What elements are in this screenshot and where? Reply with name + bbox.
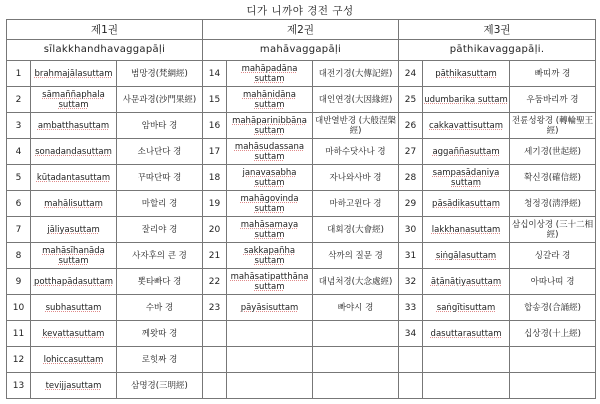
sutta-number [203,347,227,373]
sutta-korean-name: 대인연경(大因緣經) [313,87,399,113]
sutta-korean-name: 사자후의 큰 경 [117,243,203,269]
sutta-pali-name: pāthikasuttam [423,61,510,87]
sutta-pali-name: jāliyasuttam [31,217,117,243]
sutta-number: 16 [203,113,227,139]
sutta-pali-name: sampasādaniya suttam [423,165,510,191]
volume-2-header: 제2권 [203,20,399,40]
sutta-korean-name [510,373,596,399]
sutta-pali-name: lohiccasuttam [31,347,117,373]
sutta-korean-name: 대회경(大會經) [313,217,399,243]
table-row [7,165,596,191]
sutta-korean-name: 자나와사바 경 [313,165,399,191]
sutta-pali-name: mahāparinibbāna suttam [227,113,313,139]
sutta-korean-name: 대반열반경 (大般涅槃經) [313,113,399,139]
sutta-number [399,373,423,399]
sutta-pali-name: dasuttarasuttam [423,321,510,347]
sutta-korean-name: 빠야시 경 [313,295,399,321]
sutta-table [6,19,596,399]
sutta-pali-name: mahānidāna suttam [227,87,313,113]
table-row [7,269,596,295]
sutta-number: 10 [7,295,31,321]
volume-1-header: 제1권 [7,20,203,40]
vagga-name-row [7,40,596,61]
sutta-korean-name: 잘리야 경 [117,217,203,243]
sutta-korean-name: 세기경(世起經) [510,139,596,165]
sutta-korean-name [313,347,399,373]
sutta-number: 6 [7,191,31,217]
sutta-korean-name: 께왓따 경 [117,321,203,347]
sutta-number: 27 [399,139,423,165]
sutta-korean-name: 싱갈라 경 [510,243,596,269]
sutta-korean-name: 빠띠까 경 [510,61,596,87]
sutta-number: 23 [203,295,227,321]
table-body [7,20,596,399]
sutta-pali-name: mahāgovinda suttam [227,191,313,217]
sutta-pali-name: mahāsudassana suttam [227,139,313,165]
sutta-number: 13 [7,373,31,399]
sutta-korean-name: 삼십이상경 (三十二相經) [510,217,596,243]
sutta-korean-name: 마할리 경 [117,191,203,217]
sutta-korean-name: 우둠바리까 경 [510,87,596,113]
sutta-number: 32 [399,269,423,295]
sutta-korean-name [510,347,596,373]
sutta-number: 5 [7,165,31,191]
sutta-pali-name: aggaññasuttam [423,139,510,165]
sutta-number: 31 [399,243,423,269]
sutta-number: 8 [7,243,31,269]
sutta-number: 34 [399,321,423,347]
sutta-pali-name: kūṭadantasuttam [31,165,117,191]
sutta-pali-name: saṅgītisuttam [423,295,510,321]
sutta-pali-name: siṅgālasuttam [423,243,510,269]
sutta-pali-name: mahāpadāna suttam [227,61,313,87]
document-title: 디가 니까야 경전 구성 [246,5,354,17]
volume-header-row [7,20,596,40]
sutta-korean-name: 범망경(梵網經) [117,61,203,87]
table-row [7,61,596,87]
sutta-number: 21 [203,243,227,269]
sutta-pali-name: mahāsatipatthāna suttam [227,269,313,295]
sutta-korean-name: 아따나띠 경 [510,269,596,295]
sutta-number: 33 [399,295,423,321]
sutta-number: 18 [203,165,227,191]
sutta-pali-name: pāsādikasuttam [423,191,510,217]
sutta-pali-name: potthapādasuttam [31,269,117,295]
table-row [7,217,596,243]
sutta-korean-name [313,321,399,347]
table-row [7,347,596,373]
sutta-pali-name: janavasabha suttam [227,165,313,191]
sutta-pali-name: subhasuttam [31,295,117,321]
sutta-number: 20 [203,217,227,243]
sutta-pali-name: lakkhanasuttam [423,217,510,243]
sutta-korean-name: 마하수닷사나 경 [313,139,399,165]
sutta-number: 3 [7,113,31,139]
table-row [7,321,596,347]
sutta-number [203,373,227,399]
sutta-number: 1 [7,61,31,87]
sutta-pali-name [227,347,313,373]
sutta-korean-name: 대전기경(大傳記經) [313,61,399,87]
table-row [7,243,596,269]
sutta-number: 26 [399,113,423,139]
sutta-pali-name: cakkavattisuttam [423,113,510,139]
sutta-number: 4 [7,139,31,165]
table-row [7,87,596,113]
sutta-pali-name [227,321,313,347]
sutta-pali-name: ambatthasuttam [31,113,117,139]
sutta-korean-name: 수바 경 [117,295,203,321]
sutta-pali-name: mahāsamaya suttam [227,217,313,243]
sutta-number: 24 [399,61,423,87]
sutta-pali-name: mahālisuttam [31,191,117,217]
sutta-number: 19 [203,191,227,217]
sutta-korean-name: 뽓타빠다 경 [117,269,203,295]
sutta-pali-name: sāmaññaphala suttam [31,87,117,113]
sutta-number: 30 [399,217,423,243]
sutta-korean-name: 전륜성왕경 (轉輪聖王經) [510,113,596,139]
sutta-korean-name: 꾸따단따 경 [117,165,203,191]
sutta-korean-name: 합송경(合誦經) [510,295,596,321]
sutta-korean-name: 확신경(確信經) [510,165,596,191]
sutta-korean-name: 암바타 경 [117,113,203,139]
sutta-pali-name: brahmajālasuttam [31,61,117,87]
sutta-pali-name: tevijjasuttam [31,373,117,399]
sutta-number: 22 [203,269,227,295]
sutta-pali-name [423,373,510,399]
table-row [7,113,596,139]
sutta-pali-name: āṭānāṭiyasuttam [423,269,510,295]
sutta-korean-name: 대념처경(大念處經) [313,269,399,295]
sutta-number: 29 [399,191,423,217]
sutta-korean-name: 로힛짜 경 [117,347,203,373]
volume-2-vagga: mahāvaggapāḷi [203,40,399,61]
volume-1-vagga: sīlakkhandhavaggapāḷi [7,40,203,61]
sutta-pali-name: mahāsīhanāda suttam [31,243,117,269]
sutta-pali-name: pāyāsisuttam [227,295,313,321]
sutta-korean-name: 삭까의 질문 경 [313,243,399,269]
sutta-korean-name: 십상경(十上經) [510,321,596,347]
sutta-number: 25 [399,87,423,113]
sutta-number [399,347,423,373]
sutta-pali-name: sonadandasuttam [31,139,117,165]
sutta-number: 17 [203,139,227,165]
sutta-number: 28 [399,165,423,191]
volume-3-vagga: pāthikavaggapāḷi. [399,40,596,61]
sutta-number [203,321,227,347]
sutta-korean-name: 마하고윈다 경 [313,191,399,217]
sutta-korean-name: 삼명경(三明經) [117,373,203,399]
sutta-pali-name: sakkapañha suttam [227,243,313,269]
sutta-pali-name: udumbarika suttam [423,87,510,113]
table-row [7,373,596,399]
table-row [7,295,596,321]
sutta-pali-name [227,373,313,399]
sutta-korean-name: 사문과경(沙門果經) [117,87,203,113]
sutta-number: 14 [203,61,227,87]
table-row [7,139,596,165]
sutta-number: 2 [7,87,31,113]
sutta-number: 15 [203,87,227,113]
sutta-number: 7 [7,217,31,243]
sutta-pali-name [423,347,510,373]
sutta-pali-name: kevattasuttam [31,321,117,347]
sutta-number: 9 [7,269,31,295]
volume-3-header: 제3권 [399,20,596,40]
table-row [7,191,596,217]
sutta-number: 11 [7,321,31,347]
sutta-korean-name: 소나단다 경 [117,139,203,165]
sutta-korean-name [313,373,399,399]
sutta-number: 12 [7,347,31,373]
sutta-korean-name: 청정경(淸淨經) [510,191,596,217]
